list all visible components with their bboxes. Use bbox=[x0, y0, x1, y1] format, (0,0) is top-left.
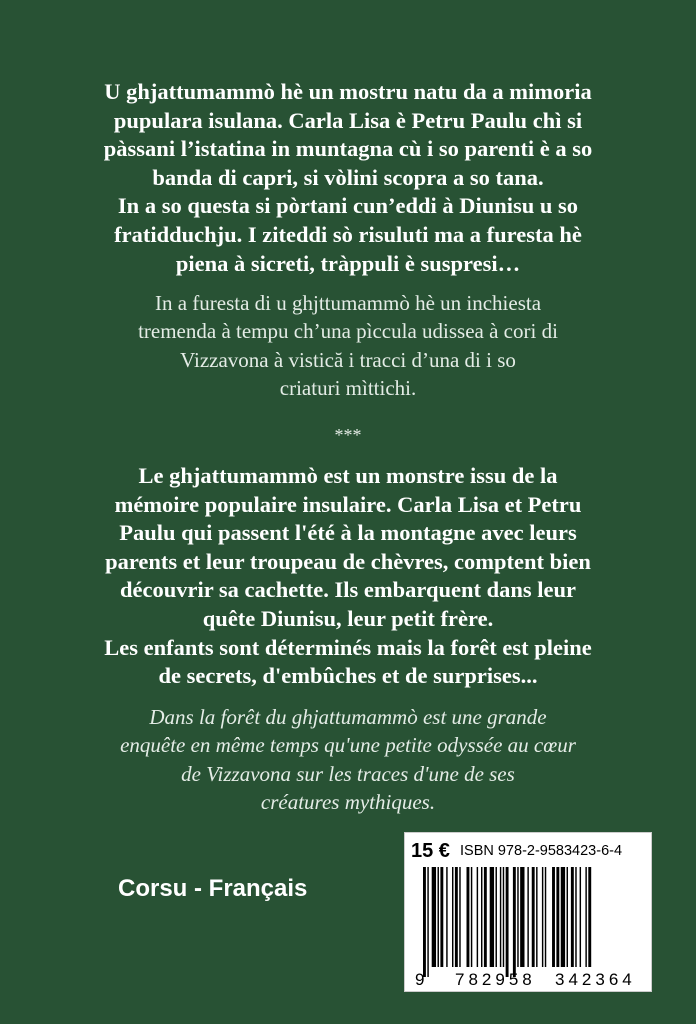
barcode-digit-first: 9 bbox=[415, 970, 425, 989]
francais-summary-line: de Vizzavona sur les traces d'une de ses bbox=[181, 761, 515, 786]
barcode-bar bbox=[438, 867, 439, 967]
barcode-bar bbox=[580, 867, 581, 967]
corsu-intro-paragraph bbox=[60, 78, 636, 278]
barcode-bar bbox=[471, 867, 472, 967]
barcode-bar bbox=[513, 867, 516, 977]
francais-intro-line: Paulu qui passent l'été à la montagne avec leurs bbox=[119, 520, 577, 546]
corsu-intro-line: piena à sicreti, tràppuli è suspresi… bbox=[175, 250, 521, 276]
corsu-summary-line: Vizzavona à vistică i tracci d’una di i so bbox=[180, 347, 516, 372]
barcode-bar bbox=[567, 867, 568, 967]
barcode-bar bbox=[588, 867, 591, 967]
barcode-bar bbox=[575, 867, 576, 967]
barcode-bar bbox=[481, 867, 482, 967]
barcode-bar bbox=[477, 867, 478, 967]
corsu-intro-line: banda di capri, si vòlini scopra a so tana. bbox=[152, 164, 544, 190]
barcode-bar bbox=[527, 867, 528, 967]
barcode-bar bbox=[496, 867, 497, 967]
barcode-bar bbox=[545, 867, 546, 967]
francais-intro-line: parents et leur troupeau de chèvres, comptent bien bbox=[105, 548, 591, 574]
barcode-bar bbox=[432, 867, 436, 967]
francais-intro-paragraph bbox=[60, 462, 636, 691]
barcode-bar bbox=[446, 867, 447, 967]
barcode-bar bbox=[455, 867, 458, 967]
corsu-intro-line: U ghjattumammò hè un mostru natu da a mimoria bbox=[104, 79, 592, 104]
barcode-bar bbox=[452, 867, 453, 967]
barcode-bar bbox=[556, 867, 559, 967]
francais-summary-line: créatures mythiques. bbox=[260, 789, 436, 814]
barcode-bar bbox=[484, 867, 487, 967]
barcode-bar bbox=[503, 867, 504, 967]
francais-intro-line: Le ghjattumammò est un monstre issu de la bbox=[138, 463, 558, 488]
francais-intro-line: Les enfants sont déterminés mais la forêt est pleine bbox=[104, 634, 592, 660]
francais-intro-line: découvrir sa cachette. Ils embarquent dans leur bbox=[119, 577, 577, 603]
barcode-bar bbox=[520, 867, 524, 967]
barcode-bar bbox=[423, 867, 426, 977]
barcode-bar bbox=[500, 867, 501, 967]
barcode-bar bbox=[517, 867, 518, 967]
barcode-bar bbox=[459, 867, 460, 967]
corsu-summary-line: tremenda à tempu ch’una pìccula udissea à cori di bbox=[138, 319, 558, 344]
corsu-intro-line: fratidduchju. I ziteddi sò risuluti ma a furesta hè bbox=[114, 221, 582, 247]
languages-label: Corsu - Français bbox=[118, 875, 308, 902]
barcode-bar bbox=[585, 867, 586, 967]
barcode-graphic bbox=[411, 867, 647, 977]
corsu-summary-line: criaturi mìttichi. bbox=[279, 375, 417, 400]
corsu-summary-paragraph bbox=[60, 289, 636, 402]
section-separator: *** bbox=[334, 425, 362, 445]
price-label: 15 € bbox=[411, 840, 450, 862]
barcode-bar bbox=[467, 867, 470, 967]
barcode-digits-left: 782958 bbox=[455, 970, 536, 989]
barcode-bar bbox=[542, 867, 543, 967]
francais-summary-paragraph bbox=[60, 703, 636, 816]
corsu-intro-line: pàssani l’istatina in muntagna cù i so parenti è a so bbox=[103, 136, 593, 162]
francais-summary-line: Dans la forêt du ghjattumammò est une grande bbox=[149, 705, 547, 729]
francais-intro-line: mémoire populaire insulaire. Carla Lisa et Petru bbox=[114, 491, 582, 517]
francais-summary-line: enquête en même temps qu'une petite odyssée au cœur bbox=[120, 733, 576, 758]
isbn-label: ISBN 978-2-9583423-6-4 bbox=[460, 843, 623, 859]
barcode-bar bbox=[427, 867, 428, 977]
francais-intro-line: quête Diunisu, leur petit frère. bbox=[202, 605, 494, 631]
barcode-digits-right: 342364 bbox=[555, 970, 636, 989]
corsu-intro-line: pupulara isulana. Carla Lisa è Petru Paulu chì si bbox=[113, 107, 583, 133]
barcode-bar bbox=[561, 867, 565, 967]
barcode-bar bbox=[532, 867, 535, 967]
corsu-intro-line: In a so questa si pòrtani cun’eddi à Diunisu u so bbox=[117, 193, 579, 219]
corsu-summary-line: In a furesta di u ghjttumammò hè un inchiesta bbox=[154, 291, 542, 315]
barcode-bar bbox=[440, 867, 443, 967]
barcode-bar bbox=[490, 867, 494, 967]
francais-intro-line: de secrets, d'embûches et de surprises... bbox=[158, 663, 538, 689]
isbn-barcode-panel bbox=[404, 832, 652, 992]
barcode-bar bbox=[552, 867, 555, 967]
barcode-bar bbox=[506, 867, 509, 977]
barcode-bar bbox=[536, 867, 537, 967]
barcode-bar bbox=[571, 867, 574, 967]
